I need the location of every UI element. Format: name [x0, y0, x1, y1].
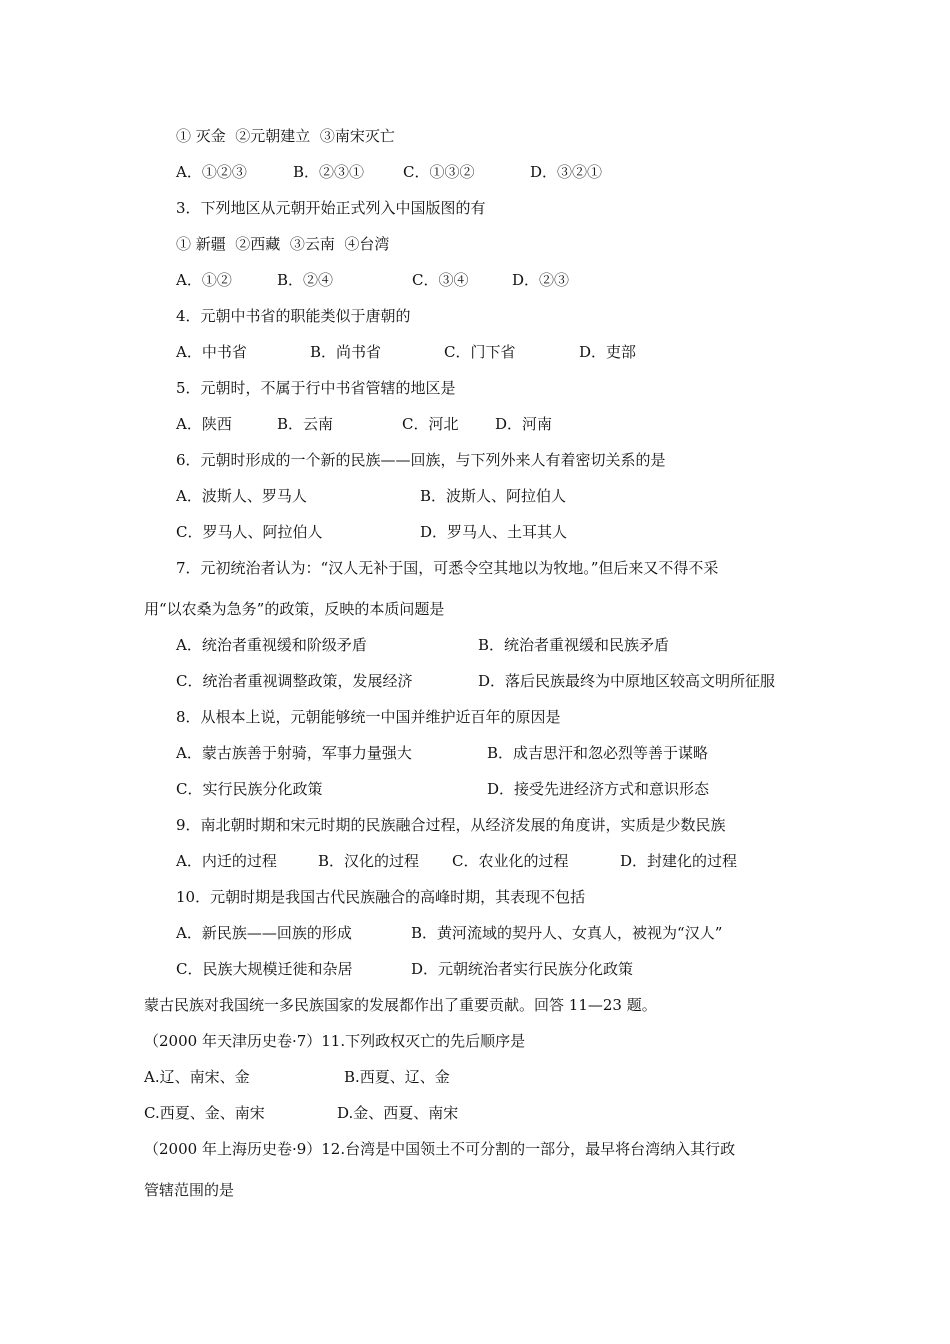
q7-stem-line2: 用“以农桑为急务”的政策，反映的本质问题是	[144, 600, 445, 618]
q11-stem: （2000 年天津历史卷·7）11.下列政权灭亡的先后顺序是	[144, 1032, 526, 1050]
q5-option-a: A．陕西	[176, 415, 232, 433]
q4-option-b: B．尚书省	[310, 343, 382, 361]
q2-option-b: B．②③①	[293, 163, 365, 181]
q7-stem-line1: 7．元初统治者认为：“汉人无补于国，可悉令空其地以为牧地。”但后来又不得不采	[176, 559, 719, 577]
q5-option-b: B．云南	[277, 415, 334, 433]
q9-option-c: C．农业化的过程	[452, 852, 569, 870]
q8-option-d: D．接受先进经济方式和意识形态	[487, 780, 710, 798]
q6-option-a: A．波斯人、罗马人	[176, 487, 307, 505]
q11-option-c: C.西夏、金、南宋	[144, 1104, 265, 1122]
q6-option-c: C．罗马人、阿拉伯人	[176, 523, 323, 541]
q10-stem: 10．元朝时期是我国古代民族融合的高峰时期，其表现不包括	[176, 888, 586, 906]
q8-stem: 8．从根本上说，元朝能够统一中国并维护近百年的原因是	[176, 708, 561, 726]
q7-option-a: A．统治者重视缓和阶级矛盾	[176, 636, 367, 654]
q4-option-c: C．门下省	[444, 343, 516, 361]
q7-option-c: C．统治者重视调整政策，发展经济	[176, 672, 413, 690]
q2-option-d: D．③②①	[530, 163, 603, 181]
q10-option-b: B．黄河流域的契丹人、女真人，被视为“汉人”	[411, 924, 723, 942]
section-intro: 蒙古民族对我国统一多民族国家的发展都作出了重要贡献。回答 11—23 题。	[144, 996, 657, 1014]
q7-option-b: B．统治者重视缓和民族矛盾	[478, 636, 670, 654]
q6-stem: 6．元朝时形成的一个新的民族——回族，与下列外来人有着密切关系的是	[176, 451, 666, 469]
q8-option-b: B．成吉思汗和忽必烈等善于谋略	[487, 744, 709, 762]
q11-option-a: A.辽、南宋、金	[144, 1068, 250, 1086]
q11-option-d: D.金、西夏、南宋	[337, 1104, 459, 1122]
q4-stem: 4．元朝中书省的职能类似于唐朝的	[176, 307, 411, 325]
q5-option-c: C．河北	[402, 415, 459, 433]
q9-option-b: B．汉化的过程	[318, 852, 420, 870]
q4-option-a: A．中书省	[176, 343, 247, 361]
q12-stem-line2: 管辖范围的是	[144, 1181, 235, 1199]
q11-option-b: B.西夏、辽、金	[344, 1068, 450, 1086]
q7-option-d: D．落后民族最终为中原地区较高文明所征服	[478, 672, 776, 690]
q2-items: ① 灭金 ②元朝建立 ③南宋灭亡	[176, 127, 395, 145]
q3-items: ① 新疆 ②西藏 ③云南 ④台湾	[176, 235, 390, 253]
q8-option-c: C．实行民族分化政策	[176, 780, 323, 798]
q2-option-c: C．①③②	[403, 163, 475, 181]
q9-stem: 9．南北朝时期和宋元时期的民族融合过程，从经济发展的角度讲，实质是少数民族	[176, 816, 726, 834]
q3-stem: 3．下列地区从元朝开始正式列入中国版图的有	[176, 199, 486, 217]
q5-stem: 5．元朝时，不属于行中书省管辖的地区是	[176, 379, 456, 397]
q3-option-b: B．②④	[277, 271, 334, 289]
q10-option-c: C．民族大规模迁徙和杂居	[176, 960, 353, 978]
q6-option-d: D．罗马人、土耳其人	[420, 523, 568, 541]
q3-option-c: C．③④	[412, 271, 469, 289]
q10-option-a: A．新民族——回族的形成	[176, 924, 352, 942]
q12-stem-line1: （2000 年上海历史卷·9）12.台湾是中国领土不可分割的一部分，最早将台湾纳入其行政	[144, 1140, 736, 1158]
q3-option-d: D．②③	[512, 271, 570, 289]
q5-option-d: D．河南	[495, 415, 553, 433]
q2-option-a: A．①②③	[176, 163, 247, 181]
q9-option-d: D．封建化的过程	[620, 852, 738, 870]
q4-option-d: D．吏部	[579, 343, 637, 361]
q8-option-a: A．蒙古族善于射骑，军事力量强大	[176, 744, 412, 762]
q3-option-a: A．①②	[176, 271, 232, 289]
q9-option-a: A．内迁的过程	[176, 852, 277, 870]
q10-option-d: D．元朝统治者实行民族分化政策	[411, 960, 634, 978]
q6-option-b: B．波斯人、阿拉伯人	[420, 487, 567, 505]
